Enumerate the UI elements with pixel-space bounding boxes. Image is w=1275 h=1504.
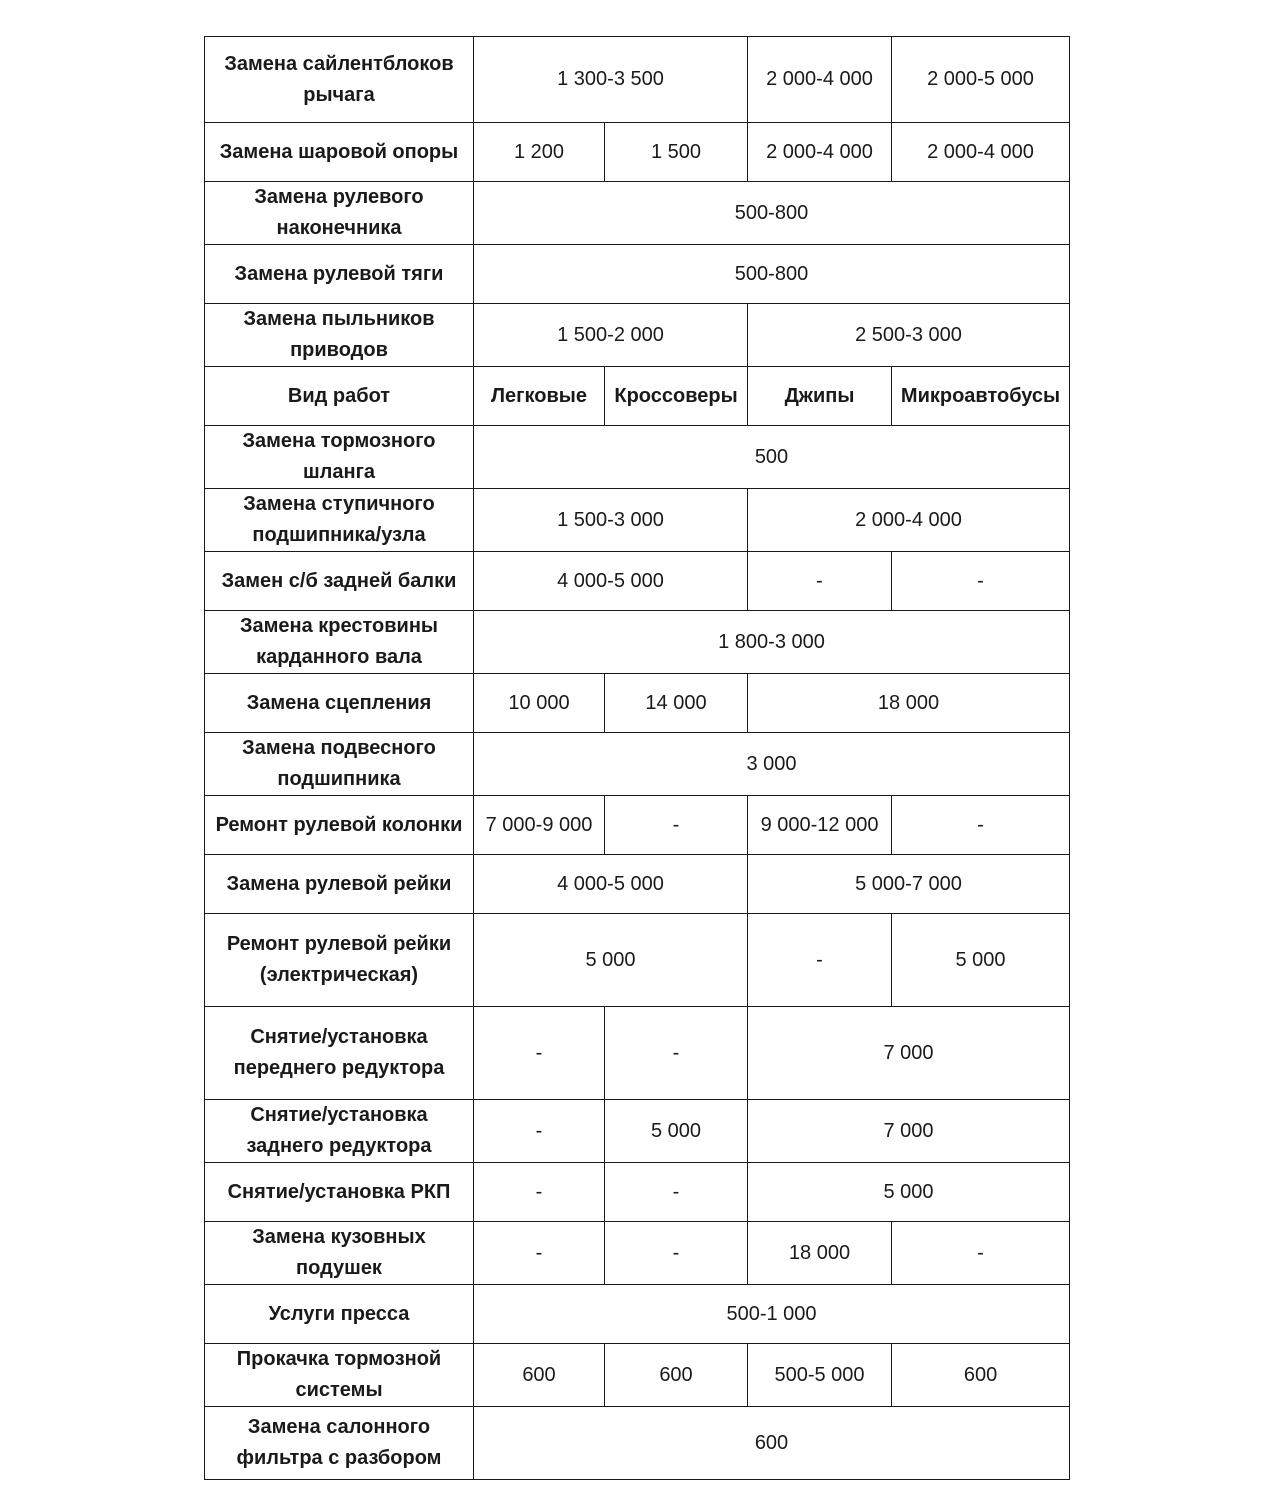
price-cell: 18 000 — [748, 1222, 892, 1285]
row-label: Замен с/б задней балки — [205, 552, 474, 611]
table-row — [205, 1163, 1070, 1222]
price-cell: 5 000 — [605, 1100, 748, 1163]
row-label: Замена рулевого наконечника — [205, 182, 474, 245]
price-cell: 2 000-4 000 — [748, 123, 892, 182]
price-cell: - — [605, 1163, 748, 1222]
price-cell: 5 000 — [748, 1163, 1070, 1222]
table-row — [205, 855, 1070, 914]
price-cell: 600 — [474, 1344, 605, 1407]
price-cell: 2 000-5 000 — [892, 37, 1070, 123]
price-cell: 9 000-12 000 — [748, 796, 892, 855]
table-row — [205, 552, 1070, 611]
table-row — [205, 1222, 1070, 1285]
price-cell: 500-1 000 — [474, 1285, 1070, 1344]
table-row — [205, 426, 1070, 489]
price-cell: 5 000-7 000 — [748, 855, 1070, 914]
row-label: Замена рулевой тяги — [205, 245, 474, 304]
price-cell: - — [605, 796, 748, 855]
price-cell: 7 000 — [748, 1100, 1070, 1163]
price-cell: - — [892, 796, 1070, 855]
price-cell: - — [474, 1007, 605, 1100]
row-label: Замена крестовины карданного вала — [205, 611, 474, 674]
table-row — [205, 304, 1070, 367]
price-cell: 5 000 — [892, 914, 1070, 1007]
price-cell: 1 500-3 000 — [474, 489, 748, 552]
table-row — [205, 489, 1070, 552]
row-label: Снятие/установка РКП — [205, 1163, 474, 1222]
row-label: Ремонт рулевой колонки — [205, 796, 474, 855]
price-cell: 500-800 — [474, 182, 1070, 245]
table-row — [205, 674, 1070, 733]
row-label: Услуги пресса — [205, 1285, 474, 1344]
price-cell: - — [892, 1222, 1070, 1285]
table-row — [205, 914, 1070, 1007]
price-cell: 2 500-3 000 — [748, 304, 1070, 367]
price-cell: - — [474, 1222, 605, 1285]
price-cell: 600 — [892, 1344, 1070, 1407]
price-cell: 7 000-9 000 — [474, 796, 605, 855]
price-cell: 2 000-4 000 — [892, 123, 1070, 182]
price-cell: 1 500-2 000 — [474, 304, 748, 367]
header-minibuses: Микроавтобусы — [892, 367, 1070, 426]
price-cell: - — [605, 1222, 748, 1285]
price-cell: 10 000 — [474, 674, 605, 733]
price-cell: 18 000 — [748, 674, 1070, 733]
table-row — [205, 1344, 1070, 1407]
price-cell: - — [605, 1007, 748, 1100]
price-cell: 7 000 — [748, 1007, 1070, 1100]
table-row — [205, 1285, 1070, 1344]
price-cell: 500 — [474, 426, 1070, 489]
row-label: Замена шаровой опоры — [205, 123, 474, 182]
row-label: Ремонт рулевой рейки (электрическая) — [205, 914, 474, 1007]
row-label: Замена салонного фильтра с разбором — [205, 1407, 474, 1480]
header-work: Вид работ — [205, 367, 474, 426]
price-cell: 1 500 — [605, 123, 748, 182]
table-row — [205, 1007, 1070, 1100]
row-label: Замена рулевой рейки — [205, 855, 474, 914]
table-row — [205, 796, 1070, 855]
header-jeeps: Джипы — [748, 367, 892, 426]
price-cell: 1 300-3 500 — [474, 37, 748, 123]
price-cell: - — [748, 552, 892, 611]
price-cell: 4 000-5 000 — [474, 855, 748, 914]
header-cars: Легковые — [474, 367, 605, 426]
table-row — [205, 733, 1070, 796]
row-label: Замена ступичного подшипника/узла — [205, 489, 474, 552]
table-row — [205, 123, 1070, 182]
price-cell: - — [748, 914, 892, 1007]
price-cell: - — [892, 552, 1070, 611]
table-row — [205, 1407, 1070, 1480]
price-cell: 500-5 000 — [748, 1344, 892, 1407]
table-row — [205, 37, 1070, 123]
price-table — [204, 36, 1070, 1480]
price-cell: 4 000-5 000 — [474, 552, 748, 611]
table-row — [205, 611, 1070, 674]
table-row — [205, 1100, 1070, 1163]
price-cell: 5 000 — [474, 914, 748, 1007]
price-cell: 2 000-4 000 — [748, 489, 1070, 552]
price-cell: 14 000 — [605, 674, 748, 733]
price-cell: 3 000 — [474, 733, 1070, 796]
row-label: Прокачка тормозной системы — [205, 1344, 474, 1407]
table-row — [205, 245, 1070, 304]
row-label: Замена сцепления — [205, 674, 474, 733]
table-header-row — [205, 367, 1070, 426]
table-row — [205, 182, 1070, 245]
header-crossovers: Кроссоверы — [605, 367, 748, 426]
price-cell: 600 — [474, 1407, 1070, 1480]
price-cell: 2 000-4 000 — [748, 37, 892, 123]
price-cell: - — [474, 1100, 605, 1163]
price-cell: 500-800 — [474, 245, 1070, 304]
price-cell: - — [474, 1163, 605, 1222]
price-cell: 1 200 — [474, 123, 605, 182]
row-label: Замена пыльников приводов — [205, 304, 474, 367]
row-label: Снятие/установка заднего редуктора — [205, 1100, 474, 1163]
row-label: Замена тормозного шланга — [205, 426, 474, 489]
row-label: Замена кузовных подушек — [205, 1222, 474, 1285]
row-label: Замена подвесного подшипника — [205, 733, 474, 796]
row-label: Снятие/установка переднего редуктора — [205, 1007, 474, 1100]
price-cell: 600 — [605, 1344, 748, 1407]
row-label: Замена сайлентблоков рычага — [205, 37, 474, 123]
price-cell: 1 800-3 000 — [474, 611, 1070, 674]
